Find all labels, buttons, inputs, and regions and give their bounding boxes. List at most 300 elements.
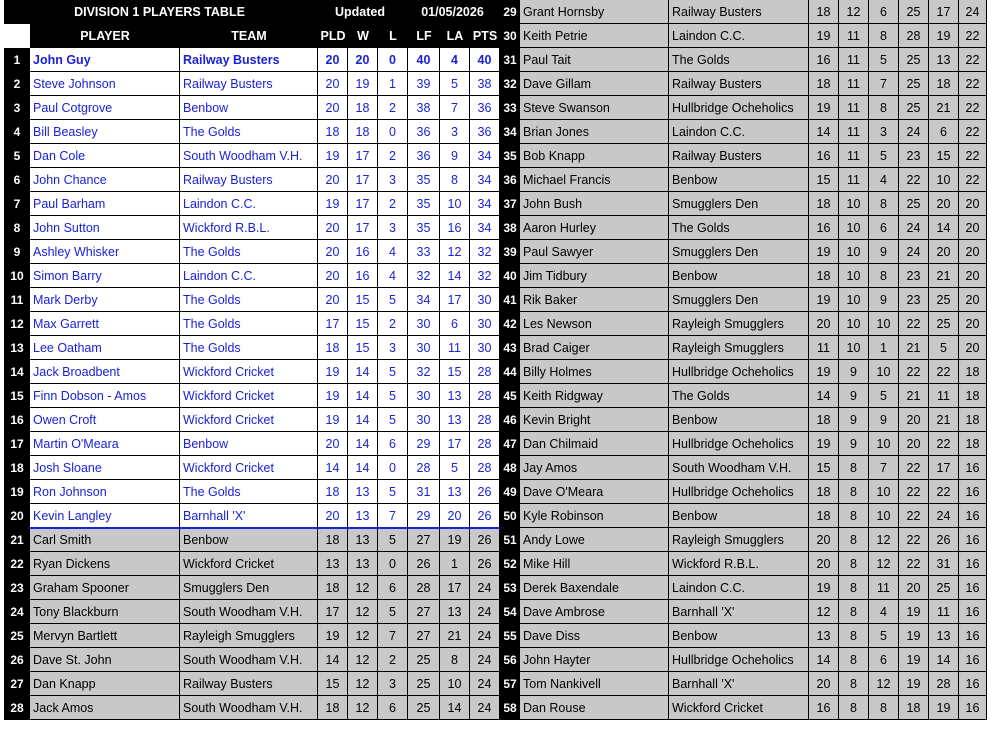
lf-value: 20 — [899, 432, 929, 456]
l-value: 12 — [869, 528, 899, 552]
rank-cell: 30 — [500, 24, 520, 48]
player-name: Jack Broadbent — [30, 360, 180, 384]
pts-value: 34 — [470, 144, 500, 168]
pts-value: 34 — [470, 192, 500, 216]
pld-value: 11 — [809, 336, 839, 360]
rank-cell: 34 — [500, 120, 520, 144]
team-name: Railway Busters — [669, 144, 809, 168]
w-value: 15 — [348, 288, 378, 312]
team-name: Barnhall 'X' — [669, 600, 809, 624]
w-value: 18 — [348, 96, 378, 120]
pld-value: 20 — [809, 528, 839, 552]
pld-value: 20 — [318, 72, 348, 96]
rank-cell: 43 — [500, 336, 520, 360]
l-value: 0 — [378, 552, 408, 576]
w-value: 10 — [839, 312, 869, 336]
la-value: 16 — [440, 216, 470, 240]
rank-cell: 25 — [4, 624, 30, 648]
updated-label: Updated — [315, 0, 405, 24]
pld-value: 19 — [318, 144, 348, 168]
l-value: 4 — [869, 600, 899, 624]
la-value: 11 — [440, 336, 470, 360]
l-value: 3 — [378, 672, 408, 696]
l-value: 7 — [869, 456, 899, 480]
player-name: Keith Petrie — [520, 24, 669, 48]
rank-cell: 29 — [500, 0, 520, 24]
la-value: 14 — [929, 648, 959, 672]
player-name: Derek Baxendale — [520, 576, 669, 600]
pld-value: 19 — [318, 624, 348, 648]
pld-value: 19 — [809, 288, 839, 312]
rank-cell: 10 — [4, 264, 30, 288]
team-name: Rayleigh Smugglers — [180, 624, 318, 648]
rank-cell: 57 — [500, 672, 520, 696]
pts-value: 28 — [470, 384, 500, 408]
team-name: Benbow — [669, 168, 809, 192]
l-value: 0 — [378, 120, 408, 144]
l-value: 12 — [869, 672, 899, 696]
l-value: 5 — [378, 600, 408, 624]
w-value: 8 — [839, 672, 869, 696]
pts-value: 16 — [959, 624, 987, 648]
pts-value: 26 — [470, 552, 500, 576]
lf-value: 22 — [899, 456, 929, 480]
lf-value: 24 — [899, 216, 929, 240]
lf-value: 36 — [408, 120, 440, 144]
player-name: Lee Oatham — [30, 336, 180, 360]
la-value: 19 — [440, 528, 470, 552]
lf-value: 22 — [899, 552, 929, 576]
team-name: The Golds — [180, 336, 318, 360]
l-value: 12 — [869, 552, 899, 576]
pts-value: 16 — [959, 648, 987, 672]
player-name: Kevin Langley — [30, 504, 180, 528]
pts-value: 20 — [959, 240, 987, 264]
l-value: 5 — [378, 408, 408, 432]
player-name: Dan Rouse — [520, 696, 669, 720]
pld-value: 17 — [318, 600, 348, 624]
rank-cell: 37 — [500, 192, 520, 216]
w-value: 14 — [348, 432, 378, 456]
lf-value: 25 — [899, 96, 929, 120]
l-value: 6 — [378, 696, 408, 720]
w-value: 17 — [348, 168, 378, 192]
player-name: Andy Lowe — [520, 528, 669, 552]
w-value: 12 — [348, 648, 378, 672]
player-name: Dave Diss — [520, 624, 669, 648]
pld-value: 18 — [318, 576, 348, 600]
l-value: 2 — [378, 96, 408, 120]
pts-value: 20 — [959, 288, 987, 312]
team-name: Railway Busters — [669, 72, 809, 96]
rank-cell: 53 — [500, 576, 520, 600]
lf-value: 21 — [899, 336, 929, 360]
player-name: Simon Barry — [30, 264, 180, 288]
rank-cell: 54 — [500, 600, 520, 624]
table-title: DIVISION 1 PLAYERS TABLE — [4, 0, 315, 24]
player-name: John Sutton — [30, 216, 180, 240]
la-value: 17 — [440, 432, 470, 456]
pld-value: 20 — [318, 264, 348, 288]
l-value: 9 — [869, 408, 899, 432]
team-name: South Woodham V.H. — [669, 456, 809, 480]
w-value: 8 — [839, 576, 869, 600]
l-value: 8 — [869, 264, 899, 288]
lf-value: 23 — [899, 264, 929, 288]
pts-value: 20 — [959, 312, 987, 336]
pld-value: 20 — [809, 552, 839, 576]
pld-value: 20 — [809, 672, 839, 696]
la-value: 22 — [929, 360, 959, 384]
w-value: 8 — [839, 552, 869, 576]
lf-value: 24 — [899, 120, 929, 144]
w-value: 17 — [348, 144, 378, 168]
w-value: 11 — [839, 72, 869, 96]
pld-value: 18 — [809, 0, 839, 24]
w-value: 8 — [839, 528, 869, 552]
player-name: Dave O'Meara — [520, 480, 669, 504]
pld-value: 15 — [318, 672, 348, 696]
lf-value: 18 — [899, 696, 929, 720]
lf-value: 29 — [408, 504, 440, 528]
la-value: 4 — [440, 48, 470, 72]
la-value: 25 — [929, 288, 959, 312]
player-name: Max Garrett — [30, 312, 180, 336]
la-value: 14 — [440, 264, 470, 288]
lf-value: 40 — [408, 48, 440, 72]
pld-value: 20 — [318, 48, 348, 72]
w-value: 8 — [839, 600, 869, 624]
w-value: 9 — [839, 408, 869, 432]
l-value: 4 — [378, 264, 408, 288]
l-value: 6 — [869, 0, 899, 24]
pts-value: 28 — [470, 456, 500, 480]
w-value: 15 — [348, 336, 378, 360]
pld-value: 18 — [318, 528, 348, 552]
la-value: 8 — [440, 648, 470, 672]
rank-cell: 22 — [4, 552, 30, 576]
lf-value: 33 — [408, 240, 440, 264]
team-name: Railway Busters — [180, 168, 318, 192]
pts-value: 16 — [959, 552, 987, 576]
rank-cell: 31 — [500, 48, 520, 72]
team-name: Hullbridge Ocheholics — [669, 648, 809, 672]
rank-cell: 45 — [500, 384, 520, 408]
rank-cell: 12 — [4, 312, 30, 336]
col-header-player: PLAYER — [30, 24, 180, 48]
pld-value: 19 — [318, 384, 348, 408]
player-name: Tom Nankivell — [520, 672, 669, 696]
player-name: Jay Amos — [520, 456, 669, 480]
rank-cell: 55 — [500, 624, 520, 648]
player-name: Michael Francis — [520, 168, 669, 192]
pts-value: 24 — [470, 624, 500, 648]
pts-value: 16 — [959, 456, 987, 480]
pld-value: 18 — [809, 192, 839, 216]
lf-value: 20 — [899, 576, 929, 600]
rank-cell: 38 — [500, 216, 520, 240]
team-name: The Golds — [180, 240, 318, 264]
lf-value: 25 — [408, 648, 440, 672]
lf-value: 25 — [899, 72, 929, 96]
lf-value: 22 — [899, 528, 929, 552]
rank-cell: 24 — [4, 600, 30, 624]
lf-value: 24 — [899, 240, 929, 264]
la-value: 14 — [929, 216, 959, 240]
lf-value: 27 — [408, 624, 440, 648]
la-value: 5 — [440, 456, 470, 480]
l-value: 2 — [378, 192, 408, 216]
pts-value: 18 — [959, 432, 987, 456]
lf-value: 22 — [899, 480, 929, 504]
l-value: 3 — [869, 120, 899, 144]
w-value: 17 — [348, 216, 378, 240]
la-value: 24 — [929, 504, 959, 528]
l-value: 8 — [869, 192, 899, 216]
lf-value: 30 — [408, 312, 440, 336]
team-name: Benbow — [180, 432, 318, 456]
lf-value: 32 — [408, 360, 440, 384]
la-value: 22 — [929, 480, 959, 504]
w-value: 11 — [839, 96, 869, 120]
w-value: 10 — [839, 288, 869, 312]
la-value: 11 — [929, 384, 959, 408]
rank-cell: 5 — [4, 144, 30, 168]
player-name: Steve Johnson — [30, 72, 180, 96]
lf-value: 34 — [408, 288, 440, 312]
player-name: Ashley Whisker — [30, 240, 180, 264]
player-name: Mark Derby — [30, 288, 180, 312]
rank-cell: 2 — [4, 72, 30, 96]
pts-value: 26 — [470, 504, 500, 528]
l-value: 6 — [869, 648, 899, 672]
player-name: Steve Swanson — [520, 96, 669, 120]
l-value: 6 — [378, 576, 408, 600]
team-name: Smugglers Den — [669, 192, 809, 216]
rank-cell: 40 — [500, 264, 520, 288]
pts-value: 16 — [959, 600, 987, 624]
w-value: 13 — [348, 504, 378, 528]
rank-cell: 52 — [500, 552, 520, 576]
pts-value: 24 — [959, 0, 987, 24]
team-name: Wickford Cricket — [180, 360, 318, 384]
l-value: 2 — [378, 648, 408, 672]
lf-value: 23 — [899, 144, 929, 168]
team-name: Hullbridge Ocheholics — [669, 432, 809, 456]
rank-cell: 28 — [4, 696, 30, 720]
col-header-l: L — [378, 24, 408, 48]
l-value: 0 — [378, 48, 408, 72]
player-name: John Chance — [30, 168, 180, 192]
pts-value: 24 — [470, 696, 500, 720]
l-value: 10 — [869, 504, 899, 528]
w-value: 14 — [348, 360, 378, 384]
pts-value: 24 — [470, 600, 500, 624]
l-value: 1 — [869, 336, 899, 360]
lf-value: 28 — [408, 576, 440, 600]
w-value: 8 — [839, 648, 869, 672]
rank-cell: 3 — [4, 96, 30, 120]
lf-value: 28 — [408, 456, 440, 480]
l-value: 5 — [378, 288, 408, 312]
lf-value: 19 — [899, 624, 929, 648]
la-value: 20 — [929, 192, 959, 216]
pld-value: 19 — [809, 432, 839, 456]
l-value: 9 — [869, 288, 899, 312]
lf-value: 23 — [899, 288, 929, 312]
team-name: Wickford Cricket — [180, 408, 318, 432]
player-name: Bob Knapp — [520, 144, 669, 168]
team-name: The Golds — [180, 288, 318, 312]
w-value: 9 — [839, 432, 869, 456]
player-name: Dan Knapp — [30, 672, 180, 696]
team-name: The Golds — [669, 216, 809, 240]
team-name: The Golds — [180, 480, 318, 504]
lf-value: 25 — [408, 696, 440, 720]
la-value: 26 — [929, 528, 959, 552]
pld-value: 20 — [318, 432, 348, 456]
pts-value: 18 — [959, 384, 987, 408]
pld-value: 20 — [318, 216, 348, 240]
pts-value: 20 — [959, 192, 987, 216]
lf-value: 30 — [408, 336, 440, 360]
team-name: Wickford Cricket — [180, 456, 318, 480]
pts-value: 28 — [470, 408, 500, 432]
team-name: South Woodham V.H. — [180, 648, 318, 672]
la-value: 15 — [440, 360, 470, 384]
pts-value: 22 — [959, 120, 987, 144]
la-value: 13 — [929, 48, 959, 72]
pld-value: 16 — [809, 48, 839, 72]
la-value: 7 — [440, 96, 470, 120]
rank-cell: 4 — [4, 120, 30, 144]
lf-value: 31 — [408, 480, 440, 504]
la-value: 8 — [440, 168, 470, 192]
pld-value: 15 — [809, 456, 839, 480]
player-name: Brad Caiger — [520, 336, 669, 360]
l-value: 7 — [869, 72, 899, 96]
pld-value: 18 — [318, 696, 348, 720]
pld-value: 18 — [318, 480, 348, 504]
pld-value: 18 — [318, 120, 348, 144]
rank-cell: 56 — [500, 648, 520, 672]
w-value: 10 — [839, 264, 869, 288]
rank-cell: 15 — [4, 384, 30, 408]
pts-value: 32 — [470, 240, 500, 264]
team-name: Hullbridge Ocheholics — [669, 480, 809, 504]
pts-value: 24 — [470, 576, 500, 600]
w-value: 13 — [348, 552, 378, 576]
team-name: South Woodham V.H. — [180, 696, 318, 720]
w-value: 11 — [839, 120, 869, 144]
la-value: 21 — [929, 96, 959, 120]
pts-value: 22 — [959, 168, 987, 192]
rank-cell: 51 — [500, 528, 520, 552]
la-value: 10 — [440, 672, 470, 696]
w-value: 14 — [348, 408, 378, 432]
lf-value: 25 — [899, 0, 929, 24]
lf-value: 35 — [408, 168, 440, 192]
player-name: Dan Cole — [30, 144, 180, 168]
col-header-la: LA — [440, 24, 470, 48]
la-value: 18 — [929, 72, 959, 96]
rank-cell: 19 — [4, 480, 30, 504]
pld-value: 14 — [318, 648, 348, 672]
pts-value: 30 — [470, 336, 500, 360]
pts-value: 36 — [470, 120, 500, 144]
la-value: 3 — [440, 120, 470, 144]
rank-cell: 7 — [4, 192, 30, 216]
la-value: 13 — [440, 408, 470, 432]
pld-value: 19 — [809, 240, 839, 264]
l-value: 6 — [378, 432, 408, 456]
w-value: 13 — [348, 528, 378, 552]
pts-value: 24 — [470, 648, 500, 672]
team-name: The Golds — [180, 312, 318, 336]
pts-value: 18 — [959, 360, 987, 384]
pld-value: 13 — [809, 624, 839, 648]
player-name: Paul Cotgrove — [30, 96, 180, 120]
pld-value: 16 — [809, 144, 839, 168]
pld-value: 18 — [809, 264, 839, 288]
w-value: 12 — [839, 0, 869, 24]
rank-cell: 44 — [500, 360, 520, 384]
la-value: 25 — [929, 576, 959, 600]
rank-cell: 16 — [4, 408, 30, 432]
team-name: Benbow — [669, 504, 809, 528]
w-value: 9 — [839, 384, 869, 408]
pld-value: 19 — [809, 576, 839, 600]
lf-value: 30 — [408, 408, 440, 432]
pts-value: 22 — [959, 96, 987, 120]
l-value: 4 — [869, 168, 899, 192]
w-value: 8 — [839, 624, 869, 648]
lf-value: 22 — [899, 504, 929, 528]
lf-value: 22 — [899, 168, 929, 192]
la-value: 17 — [440, 576, 470, 600]
team-name: Benbow — [669, 408, 809, 432]
rank-cell: 17 — [4, 432, 30, 456]
lf-value: 22 — [899, 312, 929, 336]
player-name: Paul Barham — [30, 192, 180, 216]
l-value: 8 — [869, 696, 899, 720]
lf-value: 25 — [408, 672, 440, 696]
lf-value: 29 — [408, 432, 440, 456]
pld-value: 19 — [318, 360, 348, 384]
updated-date: 01/05/2026 — [405, 0, 500, 24]
l-value: 5 — [378, 480, 408, 504]
pts-value: 36 — [470, 96, 500, 120]
lf-value: 38 — [408, 96, 440, 120]
col-header-pld: PLD — [318, 24, 348, 48]
lf-value: 25 — [899, 48, 929, 72]
pts-value: 32 — [470, 264, 500, 288]
w-value: 14 — [348, 456, 378, 480]
rank-cell: 20 — [4, 504, 30, 528]
w-value: 20 — [348, 48, 378, 72]
pld-value: 18 — [809, 72, 839, 96]
pld-value: 18 — [809, 504, 839, 528]
player-name: Grant Hornsby — [520, 0, 669, 24]
player-name: Dave Ambrose — [520, 600, 669, 624]
player-name: Billy Holmes — [520, 360, 669, 384]
player-name: Keith Ridgway — [520, 384, 669, 408]
team-name: Benbow — [669, 624, 809, 648]
pld-value: 19 — [318, 192, 348, 216]
rank-cell: 48 — [500, 456, 520, 480]
l-value: 6 — [869, 216, 899, 240]
lf-value: 30 — [408, 384, 440, 408]
